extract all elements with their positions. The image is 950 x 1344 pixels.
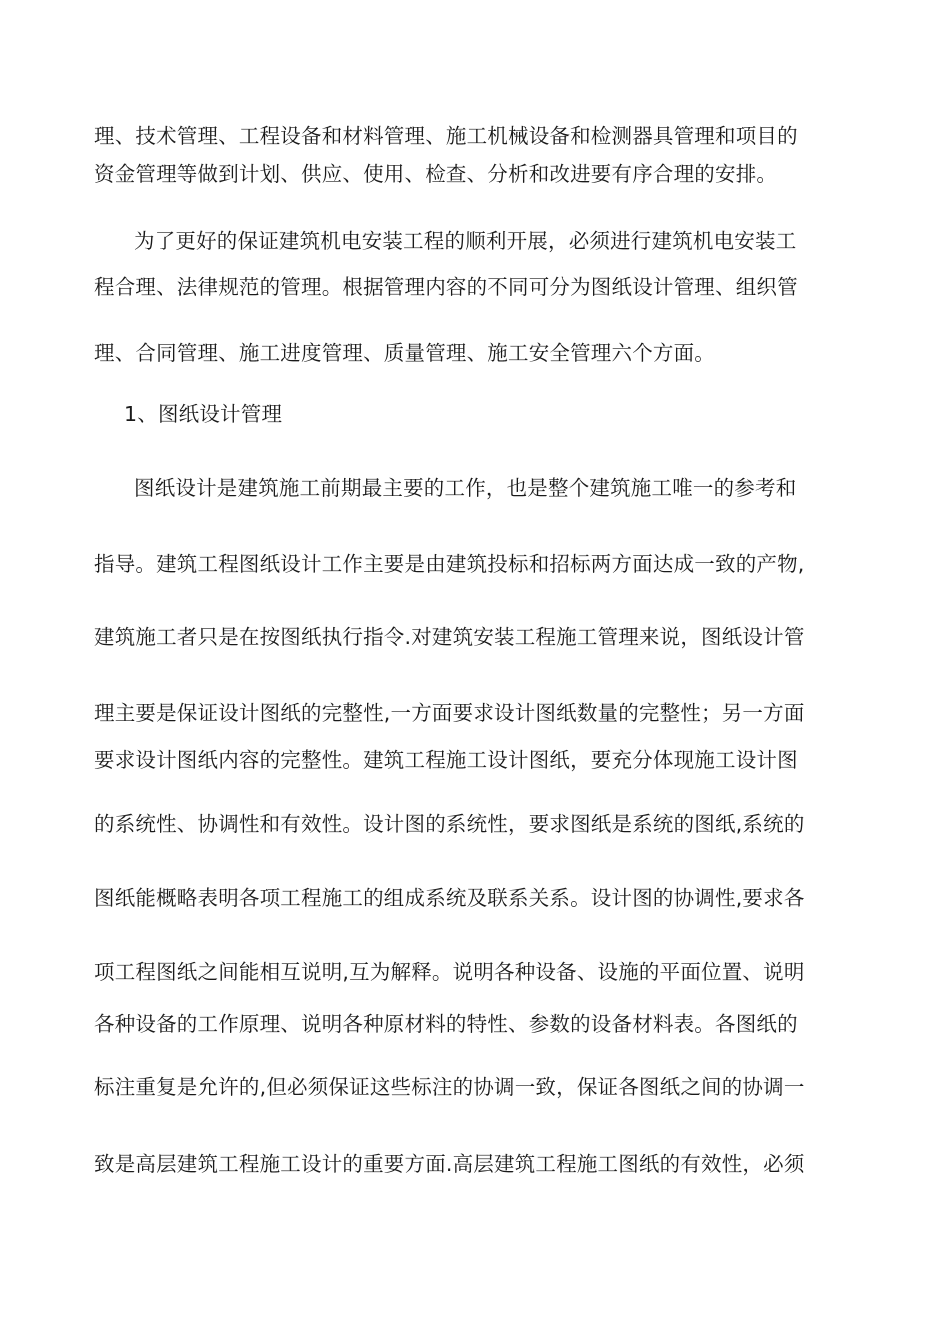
paragraph-start-line: 图纸设计是建筑施工前期最主要的工作，也是整个建筑施工唯一的参考和 — [134, 476, 797, 500]
text-line: 标注重复是允许的,但必须保证这些标注的协调一致，保证各图纸之间的协调一 — [94, 1075, 805, 1099]
text-line: 建筑施工者只是在按图纸执行指令.对建筑安装工程施工管理来说，图纸设计管 — [94, 625, 805, 649]
text-line: 的系统性、协调性和有效性。设计图的系统性，要求图纸是系统的图纸,系统的 — [94, 812, 805, 836]
text-line: 理主要是保证设计图纸的完整性,一方面要求设计图纸数量的完整性；另一方面 — [94, 701, 805, 725]
text-line: 资金管理等做到计划、供应、使用、检查、分析和改进要有序合理的安排。 — [94, 162, 778, 186]
paragraph-start-line: 为了更好的保证建筑机电安装工程的顺利开展，必须进行建筑机电安装工 — [134, 229, 797, 253]
text-line: 致是高层建筑工程施工设计的重要方面.高层建筑工程施工图纸的有效性，必须 — [94, 1152, 805, 1176]
text-line: 指导。建筑工程图纸设计工作主要是由建筑投标和招标两方面达成一致的产物, — [94, 552, 805, 576]
section-heading: 1、图纸设计管理 — [124, 402, 283, 426]
text-line: 图纸能概略表明各项工程施工的组成系统及联系关系。设计图的协调性,要求各 — [94, 886, 805, 910]
text-line: 要求设计图纸内容的完整性。建筑工程施工设计图纸，要充分体现施工设计图 — [94, 748, 798, 772]
text-line: 理、技术管理、工程设备和材料管理、施工机械设备和检测器具管理和项目的 — [94, 124, 798, 148]
text-line: 理、合同管理、施工进度管理、质量管理、施工安全管理六个方面。 — [94, 341, 715, 365]
text-line: 项工程图纸之间能相互说明,互为解释。说明各种设备、设施的平面位置、说明 — [94, 960, 805, 984]
text-line: 程合理、法律规范的管理。根据管理内容的不同可分为图纸设计管理、组织管 — [94, 275, 798, 299]
text-line: 各种设备的工作原理、说明各种原材料的特性、参数的设备材料表。各图纸的 — [94, 1012, 798, 1036]
